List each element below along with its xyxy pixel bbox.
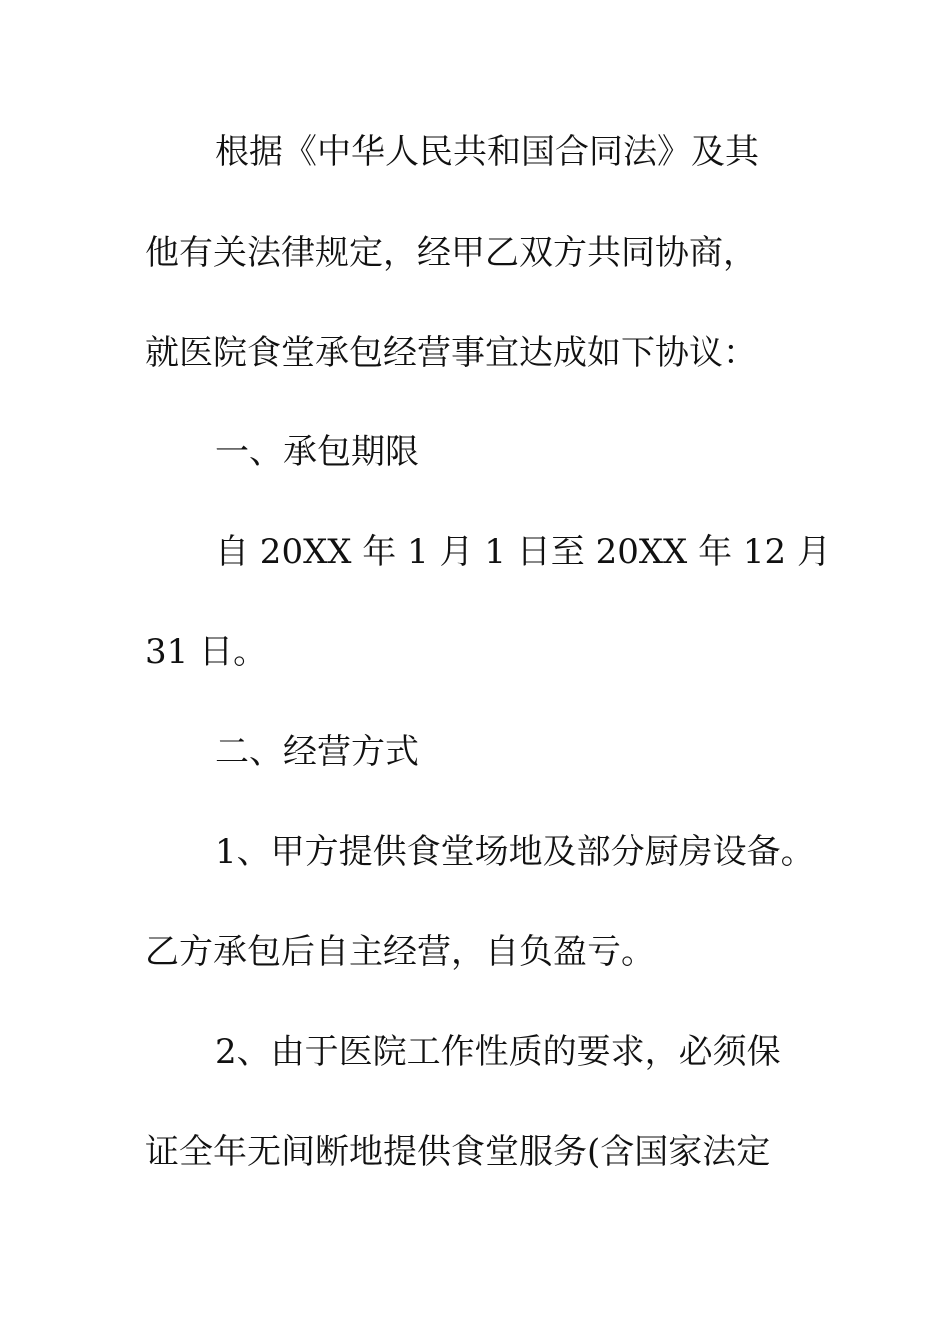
term-line-2: 31 日。 <box>145 632 268 672</box>
section-heading-term: 一、承包期限 <box>215 432 419 472</box>
clause-1-line-2: 乙方承包后自主经营，自负盈亏。 <box>145 932 655 972</box>
clause-2-line-1: 2、由于医院工作性质的要求，必须保 <box>215 1032 781 1072</box>
paragraph-intro-line-2: 他有关法律规定，经甲乙双方共同协商， <box>145 233 757 273</box>
clause-2-line-2: 证全年无间断地提供食堂服务(含国家法定 <box>145 1132 771 1172</box>
paragraph-intro-line-1: 根据《中华人民共和国合同法》及其 <box>215 132 759 172</box>
paragraph-intro-line-3: 就医院食堂承包经营事宜达成如下协议： <box>145 333 757 373</box>
term-line-1: 自 20XX 年 1 月 1 日至 20XX 年 12 月 <box>215 532 831 572</box>
clause-1-line-1: 1、甲方提供食堂场地及部分厨房设备。 <box>215 832 815 872</box>
section-heading-operation: 二、经营方式 <box>215 732 419 772</box>
